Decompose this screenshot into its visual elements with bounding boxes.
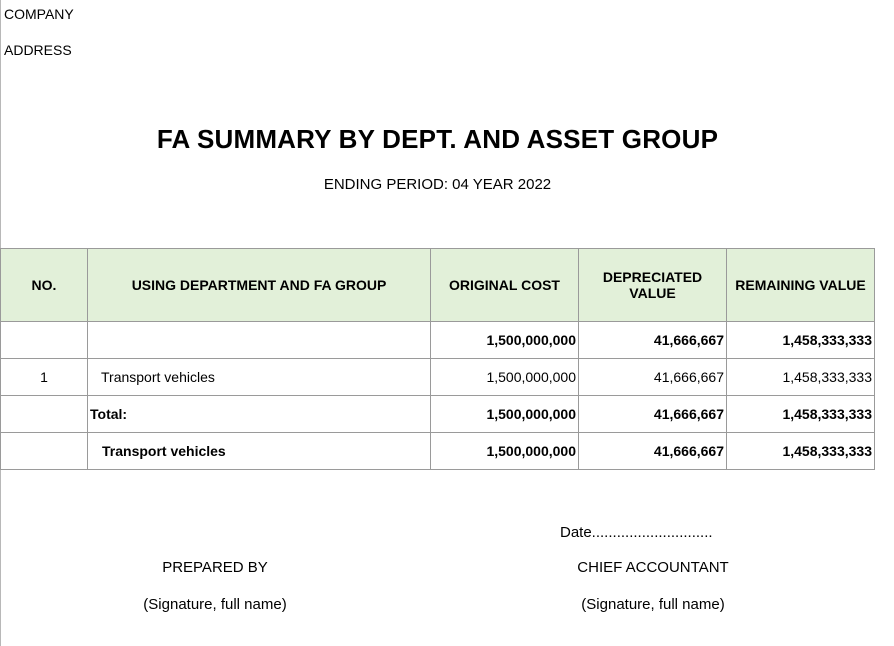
cell-remaining: 1,458,333,333 [727, 322, 875, 359]
cell-cost: 1,500,000,000 [431, 359, 579, 396]
cell-remaining: 1,458,333,333 [727, 433, 875, 470]
prepared-by-signature-note: (Signature, full name) [143, 596, 287, 613]
cell-no [1, 433, 88, 470]
cell-no [1, 322, 88, 359]
address-label: ADDRESS [4, 42, 72, 58]
cell-depreciated: 41,666,667 [579, 322, 727, 359]
grand-total-row [1, 322, 875, 359]
cell-no: 1 [1, 359, 88, 396]
cell-name: Total: [88, 396, 431, 433]
table-row [1, 359, 875, 396]
cell-cost: 1,500,000,000 [431, 433, 579, 470]
chief-accountant-label: CHIEF ACCOUNTANT [577, 559, 729, 576]
group-row [1, 433, 875, 470]
date-line: Date............................. [560, 524, 713, 541]
report-period: ENDING PERIOD: 04 YEAR 2022 [323, 176, 552, 193]
cell-name: Transport vehicles [88, 433, 431, 470]
cell-depreciated: 41,666,667 [579, 433, 727, 470]
cell-name [88, 322, 431, 359]
cell-remaining: 1,458,333,333 [727, 396, 875, 433]
cell-name: Transport vehicles [88, 359, 431, 396]
table-header-row [1, 249, 875, 322]
total-row [1, 396, 875, 433]
col-header-remaining: REMAINING VALUE [727, 249, 875, 322]
col-header-group: USING DEPARTMENT AND FA GROUP [88, 249, 431, 322]
cell-no [1, 396, 88, 433]
cell-remaining: 1,458,333,333 [727, 359, 875, 396]
chief-accountant-signature-note: (Signature, full name) [581, 596, 725, 613]
company-label: COMPANY [4, 6, 74, 22]
prepared-by-label: PREPARED BY [162, 559, 268, 576]
col-header-depreciated: DEPRECIATED VALUE [579, 249, 727, 322]
report-title: FA SUMMARY BY DEPT. AND ASSET GROUP [156, 124, 719, 154]
cell-depreciated: 41,666,667 [579, 396, 727, 433]
col-header-cost: ORIGINAL COST [431, 249, 579, 322]
cell-depreciated: 41,666,667 [579, 359, 727, 396]
cell-cost: 1,500,000,000 [431, 322, 579, 359]
cell-cost: 1,500,000,000 [431, 396, 579, 433]
col-header-no: NO. [1, 249, 88, 322]
asset-summary-table [0, 248, 875, 470]
